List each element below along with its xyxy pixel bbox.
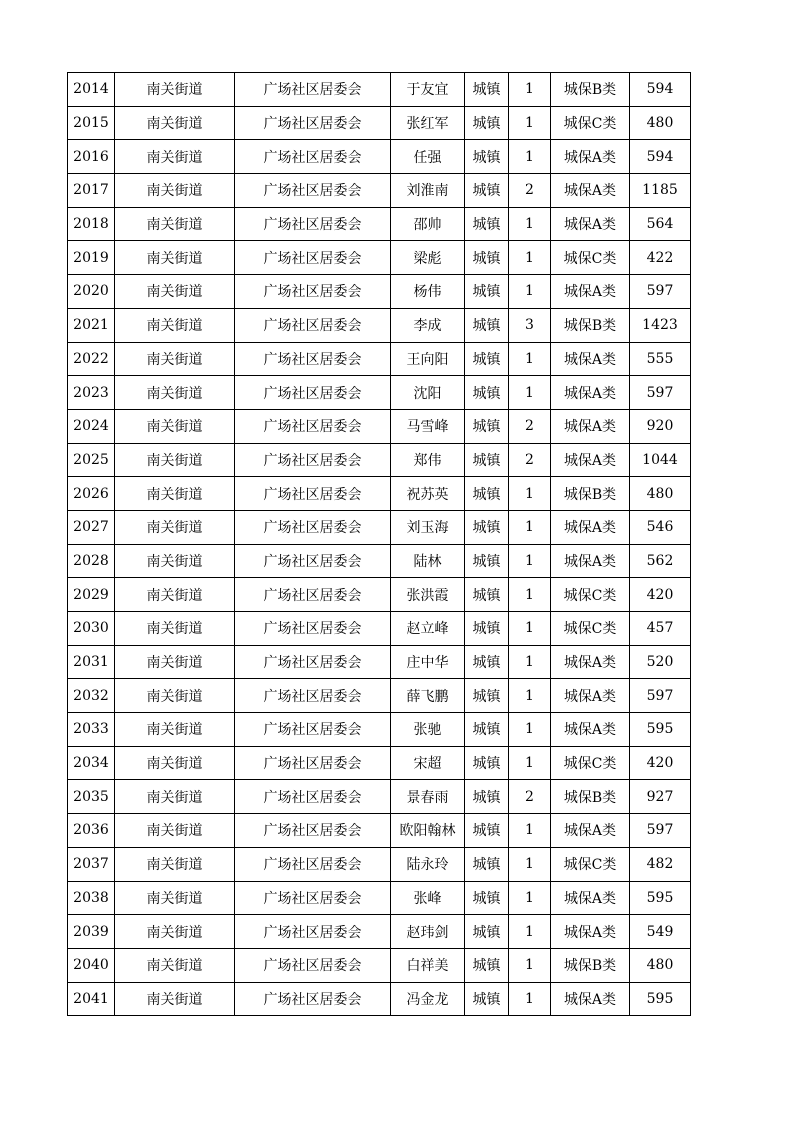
table-row [68, 207, 691, 241]
street-cell: 南关街道 [115, 73, 235, 107]
amount-cell: 927 [630, 780, 691, 814]
name-cell: 陆林 [391, 544, 465, 578]
committee-cell: 广场社区居委会 [235, 780, 391, 814]
record-id-cell: 2016 [68, 140, 115, 174]
table-row [68, 342, 691, 376]
table-row [68, 679, 691, 713]
name-cell: 宋超 [391, 746, 465, 780]
record-id-cell: 2029 [68, 578, 115, 612]
committee-cell: 广场社区居委会 [235, 140, 391, 174]
household-count-cell: 1 [509, 140, 551, 174]
category-cell: 城保A类 [551, 679, 630, 713]
category-cell: 城保C类 [551, 241, 630, 275]
record-id-cell: 2039 [68, 915, 115, 949]
amount-cell: 920 [630, 409, 691, 443]
household-count-cell: 1 [509, 73, 551, 107]
area-cell: 城镇 [465, 982, 509, 1016]
name-cell: 赵立峰 [391, 612, 465, 646]
area-cell: 城镇 [465, 746, 509, 780]
household-count-cell: 1 [509, 847, 551, 881]
category-cell: 城保A类 [551, 915, 630, 949]
area-cell: 城镇 [465, 106, 509, 140]
record-id-cell: 2014 [68, 73, 115, 107]
category-cell: 城保A类 [551, 409, 630, 443]
household-count-cell: 1 [509, 510, 551, 544]
area-cell: 城镇 [465, 477, 509, 511]
committee-cell: 广场社区居委会 [235, 847, 391, 881]
table-row [68, 241, 691, 275]
area-cell: 城镇 [465, 544, 509, 578]
household-count-cell: 2 [509, 443, 551, 477]
category-cell: 城保B类 [551, 308, 630, 342]
committee-cell: 广场社区居委会 [235, 679, 391, 713]
household-count-cell: 2 [509, 780, 551, 814]
amount-cell: 597 [630, 679, 691, 713]
household-count-cell: 1 [509, 612, 551, 646]
household-count-cell: 1 [509, 544, 551, 578]
area-cell: 城镇 [465, 948, 509, 982]
table-row [68, 510, 691, 544]
area-cell: 城镇 [465, 612, 509, 646]
table-row [68, 982, 691, 1016]
category-cell: 城保A类 [551, 207, 630, 241]
name-cell: 杨伟 [391, 275, 465, 309]
name-cell: 刘玉海 [391, 510, 465, 544]
street-cell: 南关街道 [115, 679, 235, 713]
category-cell: 城保A类 [551, 510, 630, 544]
category-cell: 城保A类 [551, 544, 630, 578]
amount-cell: 1185 [630, 174, 691, 208]
category-cell: 城保A类 [551, 713, 630, 747]
area-cell: 城镇 [465, 275, 509, 309]
household-count-cell: 1 [509, 713, 551, 747]
table-row [68, 915, 691, 949]
street-cell: 南关街道 [115, 477, 235, 511]
committee-cell: 广场社区居委会 [235, 982, 391, 1016]
table-row [68, 308, 691, 342]
street-cell: 南关街道 [115, 342, 235, 376]
record-id-cell: 2034 [68, 746, 115, 780]
area-cell: 城镇 [465, 73, 509, 107]
table-row [68, 140, 691, 174]
record-id-cell: 2017 [68, 174, 115, 208]
name-cell: 张驰 [391, 713, 465, 747]
record-id-cell: 2026 [68, 477, 115, 511]
category-cell: 城保C类 [551, 746, 630, 780]
area-cell: 城镇 [465, 443, 509, 477]
table-row [68, 847, 691, 881]
area-cell: 城镇 [465, 814, 509, 848]
household-count-cell: 1 [509, 915, 551, 949]
street-cell: 南关街道 [115, 578, 235, 612]
record-id-cell: 2032 [68, 679, 115, 713]
category-cell: 城保A类 [551, 814, 630, 848]
name-cell: 张红军 [391, 106, 465, 140]
street-cell: 南关街道 [115, 174, 235, 208]
category-cell: 城保B类 [551, 73, 630, 107]
household-count-cell: 1 [509, 881, 551, 915]
amount-cell: 597 [630, 275, 691, 309]
area-cell: 城镇 [465, 645, 509, 679]
area-cell: 城镇 [465, 915, 509, 949]
name-cell: 祝苏英 [391, 477, 465, 511]
name-cell: 张峰 [391, 881, 465, 915]
area-cell: 城镇 [465, 409, 509, 443]
amount-cell: 1423 [630, 308, 691, 342]
committee-cell: 广场社区居委会 [235, 746, 391, 780]
table-row [68, 780, 691, 814]
record-id-cell: 2033 [68, 713, 115, 747]
household-count-cell: 1 [509, 207, 551, 241]
amount-cell: 422 [630, 241, 691, 275]
record-id-cell: 2025 [68, 443, 115, 477]
amount-cell: 546 [630, 510, 691, 544]
street-cell: 南关街道 [115, 275, 235, 309]
amount-cell: 595 [630, 982, 691, 1016]
amount-cell: 480 [630, 948, 691, 982]
committee-cell: 广场社区居委会 [235, 510, 391, 544]
street-cell: 南关街道 [115, 948, 235, 982]
category-cell: 城保B类 [551, 780, 630, 814]
category-cell: 城保B类 [551, 948, 630, 982]
household-count-cell: 1 [509, 578, 551, 612]
street-cell: 南关街道 [115, 376, 235, 410]
table-row [68, 746, 691, 780]
committee-cell: 广场社区居委会 [235, 814, 391, 848]
records-table-body [68, 73, 691, 1016]
area-cell: 城镇 [465, 342, 509, 376]
amount-cell: 562 [630, 544, 691, 578]
amount-cell: 594 [630, 140, 691, 174]
name-cell: 马雪峰 [391, 409, 465, 443]
committee-cell: 广场社区居委会 [235, 376, 391, 410]
household-count-cell: 1 [509, 679, 551, 713]
category-cell: 城保A类 [551, 376, 630, 410]
committee-cell: 广场社区居委会 [235, 106, 391, 140]
table-row [68, 73, 691, 107]
area-cell: 城镇 [465, 174, 509, 208]
street-cell: 南关街道 [115, 645, 235, 679]
table-row [68, 814, 691, 848]
name-cell: 梁彪 [391, 241, 465, 275]
household-count-cell: 1 [509, 477, 551, 511]
amount-cell: 549 [630, 915, 691, 949]
household-count-cell: 1 [509, 376, 551, 410]
amount-cell: 420 [630, 746, 691, 780]
street-cell: 南关街道 [115, 814, 235, 848]
committee-cell: 广场社区居委会 [235, 612, 391, 646]
record-id-cell: 2027 [68, 510, 115, 544]
committee-cell: 广场社区居委会 [235, 578, 391, 612]
table-row [68, 881, 691, 915]
area-cell: 城镇 [465, 308, 509, 342]
category-cell: 城保C类 [551, 847, 630, 881]
area-cell: 城镇 [465, 578, 509, 612]
committee-cell: 广场社区居委会 [235, 713, 391, 747]
amount-cell: 595 [630, 881, 691, 915]
category-cell: 城保A类 [551, 881, 630, 915]
street-cell: 南关街道 [115, 241, 235, 275]
record-id-cell: 2040 [68, 948, 115, 982]
table-row [68, 544, 691, 578]
table-row [68, 376, 691, 410]
name-cell: 景春雨 [391, 780, 465, 814]
category-cell: 城保C类 [551, 612, 630, 646]
committee-cell: 广场社区居委会 [235, 73, 391, 107]
area-cell: 城镇 [465, 510, 509, 544]
amount-cell: 482 [630, 847, 691, 881]
amount-cell: 457 [630, 612, 691, 646]
name-cell: 赵玮剑 [391, 915, 465, 949]
record-id-cell: 2035 [68, 780, 115, 814]
table-row [68, 713, 691, 747]
name-cell: 白祥美 [391, 948, 465, 982]
street-cell: 南关街道 [115, 207, 235, 241]
category-cell: 城保A类 [551, 645, 630, 679]
record-id-cell: 2024 [68, 409, 115, 443]
record-id-cell: 2041 [68, 982, 115, 1016]
household-count-cell: 1 [509, 645, 551, 679]
amount-cell: 520 [630, 645, 691, 679]
street-cell: 南关街道 [115, 409, 235, 443]
household-count-cell: 2 [509, 409, 551, 443]
household-count-cell: 1 [509, 982, 551, 1016]
record-id-cell: 2030 [68, 612, 115, 646]
committee-cell: 广场社区居委会 [235, 308, 391, 342]
amount-cell: 597 [630, 814, 691, 848]
area-cell: 城镇 [465, 140, 509, 174]
street-cell: 南关街道 [115, 713, 235, 747]
street-cell: 南关街道 [115, 847, 235, 881]
household-count-cell: 3 [509, 308, 551, 342]
committee-cell: 广场社区居委会 [235, 477, 391, 511]
amount-cell: 595 [630, 713, 691, 747]
record-id-cell: 2020 [68, 275, 115, 309]
table-row [68, 443, 691, 477]
street-cell: 南关街道 [115, 510, 235, 544]
table-row [68, 106, 691, 140]
household-count-cell: 2 [509, 174, 551, 208]
name-cell: 沈阳 [391, 376, 465, 410]
record-id-cell: 2022 [68, 342, 115, 376]
committee-cell: 广场社区居委会 [235, 241, 391, 275]
record-id-cell: 2031 [68, 645, 115, 679]
street-cell: 南关街道 [115, 443, 235, 477]
area-cell: 城镇 [465, 241, 509, 275]
amount-cell: 597 [630, 376, 691, 410]
record-id-cell: 2023 [68, 376, 115, 410]
category-cell: 城保A类 [551, 140, 630, 174]
street-cell: 南关街道 [115, 746, 235, 780]
amount-cell: 1044 [630, 443, 691, 477]
area-cell: 城镇 [465, 207, 509, 241]
record-id-cell: 2036 [68, 814, 115, 848]
street-cell: 南关街道 [115, 612, 235, 646]
street-cell: 南关街道 [115, 780, 235, 814]
record-id-cell: 2018 [68, 207, 115, 241]
name-cell: 欧阳翰林 [391, 814, 465, 848]
household-count-cell: 1 [509, 275, 551, 309]
table-row [68, 578, 691, 612]
category-cell: 城保B类 [551, 477, 630, 511]
committee-cell: 广场社区居委会 [235, 544, 391, 578]
name-cell: 冯金龙 [391, 982, 465, 1016]
committee-cell: 广场社区居委会 [235, 881, 391, 915]
amount-cell: 555 [630, 342, 691, 376]
street-cell: 南关街道 [115, 140, 235, 174]
street-cell: 南关街道 [115, 982, 235, 1016]
name-cell: 任强 [391, 140, 465, 174]
record-id-cell: 2019 [68, 241, 115, 275]
area-cell: 城镇 [465, 376, 509, 410]
household-count-cell: 1 [509, 106, 551, 140]
area-cell: 城镇 [465, 780, 509, 814]
street-cell: 南关街道 [115, 881, 235, 915]
category-cell: 城保C类 [551, 578, 630, 612]
committee-cell: 广场社区居委会 [235, 915, 391, 949]
area-cell: 城镇 [465, 713, 509, 747]
category-cell: 城保A类 [551, 342, 630, 376]
name-cell: 郑伟 [391, 443, 465, 477]
record-id-cell: 2021 [68, 308, 115, 342]
household-count-cell: 1 [509, 342, 551, 376]
name-cell: 陆永玲 [391, 847, 465, 881]
amount-cell: 594 [630, 73, 691, 107]
committee-cell: 广场社区居委会 [235, 948, 391, 982]
street-cell: 南关街道 [115, 106, 235, 140]
name-cell: 李成 [391, 308, 465, 342]
street-cell: 南关街道 [115, 308, 235, 342]
street-cell: 南关街道 [115, 915, 235, 949]
committee-cell: 广场社区居委会 [235, 443, 391, 477]
table-row [68, 174, 691, 208]
records-table [67, 72, 691, 1016]
category-cell: 城保C类 [551, 106, 630, 140]
table-row [68, 948, 691, 982]
street-cell: 南关街道 [115, 544, 235, 578]
record-id-cell: 2037 [68, 847, 115, 881]
committee-cell: 广场社区居委会 [235, 275, 391, 309]
amount-cell: 480 [630, 106, 691, 140]
amount-cell: 564 [630, 207, 691, 241]
area-cell: 城镇 [465, 881, 509, 915]
table-row [68, 477, 691, 511]
amount-cell: 480 [630, 477, 691, 511]
area-cell: 城镇 [465, 679, 509, 713]
table-row [68, 612, 691, 646]
name-cell: 于友宜 [391, 73, 465, 107]
amount-cell: 420 [630, 578, 691, 612]
category-cell: 城保A类 [551, 174, 630, 208]
committee-cell: 广场社区居委会 [235, 174, 391, 208]
household-count-cell: 1 [509, 948, 551, 982]
household-count-cell: 1 [509, 746, 551, 780]
name-cell: 刘淮南 [391, 174, 465, 208]
committee-cell: 广场社区居委会 [235, 342, 391, 376]
table-row [68, 645, 691, 679]
name-cell: 邵帅 [391, 207, 465, 241]
category-cell: 城保A类 [551, 982, 630, 1016]
committee-cell: 广场社区居委会 [235, 207, 391, 241]
household-count-cell: 1 [509, 241, 551, 275]
table-row [68, 275, 691, 309]
category-cell: 城保A类 [551, 275, 630, 309]
name-cell: 张洪霞 [391, 578, 465, 612]
name-cell: 薛飞鹏 [391, 679, 465, 713]
household-count-cell: 1 [509, 814, 551, 848]
name-cell: 王向阳 [391, 342, 465, 376]
record-id-cell: 2038 [68, 881, 115, 915]
record-id-cell: 2015 [68, 106, 115, 140]
record-id-cell: 2028 [68, 544, 115, 578]
area-cell: 城镇 [465, 847, 509, 881]
committee-cell: 广场社区居委会 [235, 645, 391, 679]
category-cell: 城保A类 [551, 443, 630, 477]
committee-cell: 广场社区居委会 [235, 409, 391, 443]
table-row [68, 409, 691, 443]
name-cell: 庄中华 [391, 645, 465, 679]
